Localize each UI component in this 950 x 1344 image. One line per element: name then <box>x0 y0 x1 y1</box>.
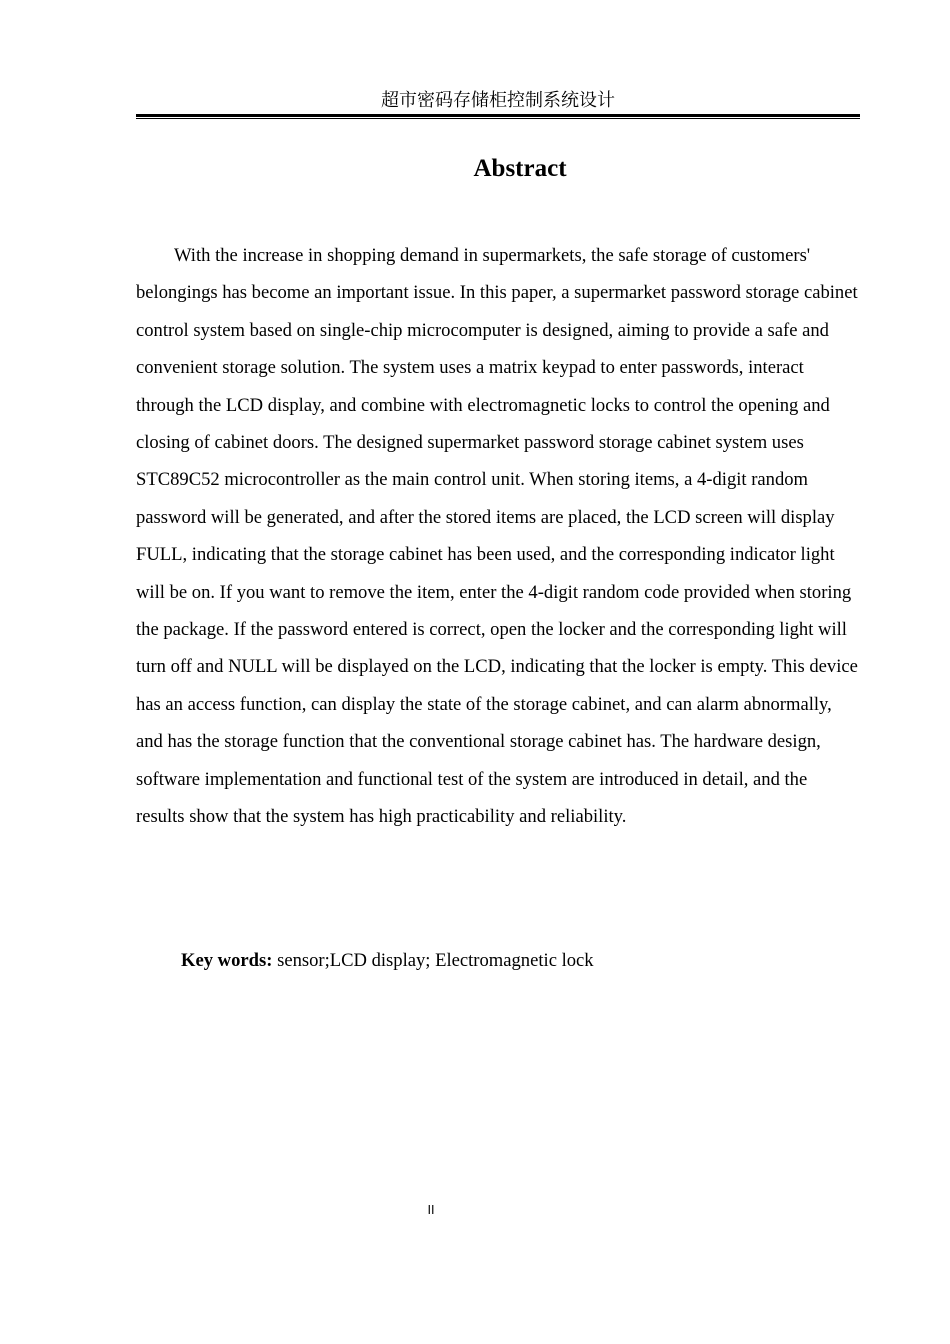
running-header: 超市密码存储柜控制系统设计 <box>381 90 615 111</box>
header-rule <box>136 114 860 120</box>
header-rule-thin <box>136 118 860 119</box>
abstract-body: With the increase in shopping demand in supermarkets, the safe storage of customers' belongings has become an important issue. In this paper, a supermarket password storage cabinet control system based on single-chip microcomputer is designed, aiming to provide a safe and convenient storage solution. The system uses a matrix keypad to enter passwords, interact through the LCD display, and combine with electromagnetic locks to control the opening and closing of cabinet doors. The designed supermarket password storage cabinet system uses STC89C52 microcontroller as the main control unit. When storing items, a 4-digit random password will be generated, and after the stored items are placed, the LCD screen will display FULL, indicating that the storage cabinet has been used, and the corresponding indicator light will be on. If you want to remove the item, enter the 4-digit random code provided when storing the package. If the password entered is correct, open the locker and the corresponding light will turn off and NULL will be displayed on the LCD, indicating that the locker is empty. This device has an access function, can display the state of the storage cabinet, and can alarm abnormally, and has the storage function that the conventional storage cabinet has. The hardware design, software implementation and functional test of the system are introduced in detail, and the results show that the system has high practicability and reliability. <box>136 245 858 828</box>
header-rule-thick <box>136 114 860 117</box>
page-number: II <box>427 1203 435 1217</box>
abstract-title: Abstract <box>473 155 567 182</box>
keywords-label: Key words: <box>181 950 273 971</box>
keywords-line <box>181 944 861 978</box>
keywords-value: sensor;LCD display; Electromagnetic lock <box>277 950 594 971</box>
